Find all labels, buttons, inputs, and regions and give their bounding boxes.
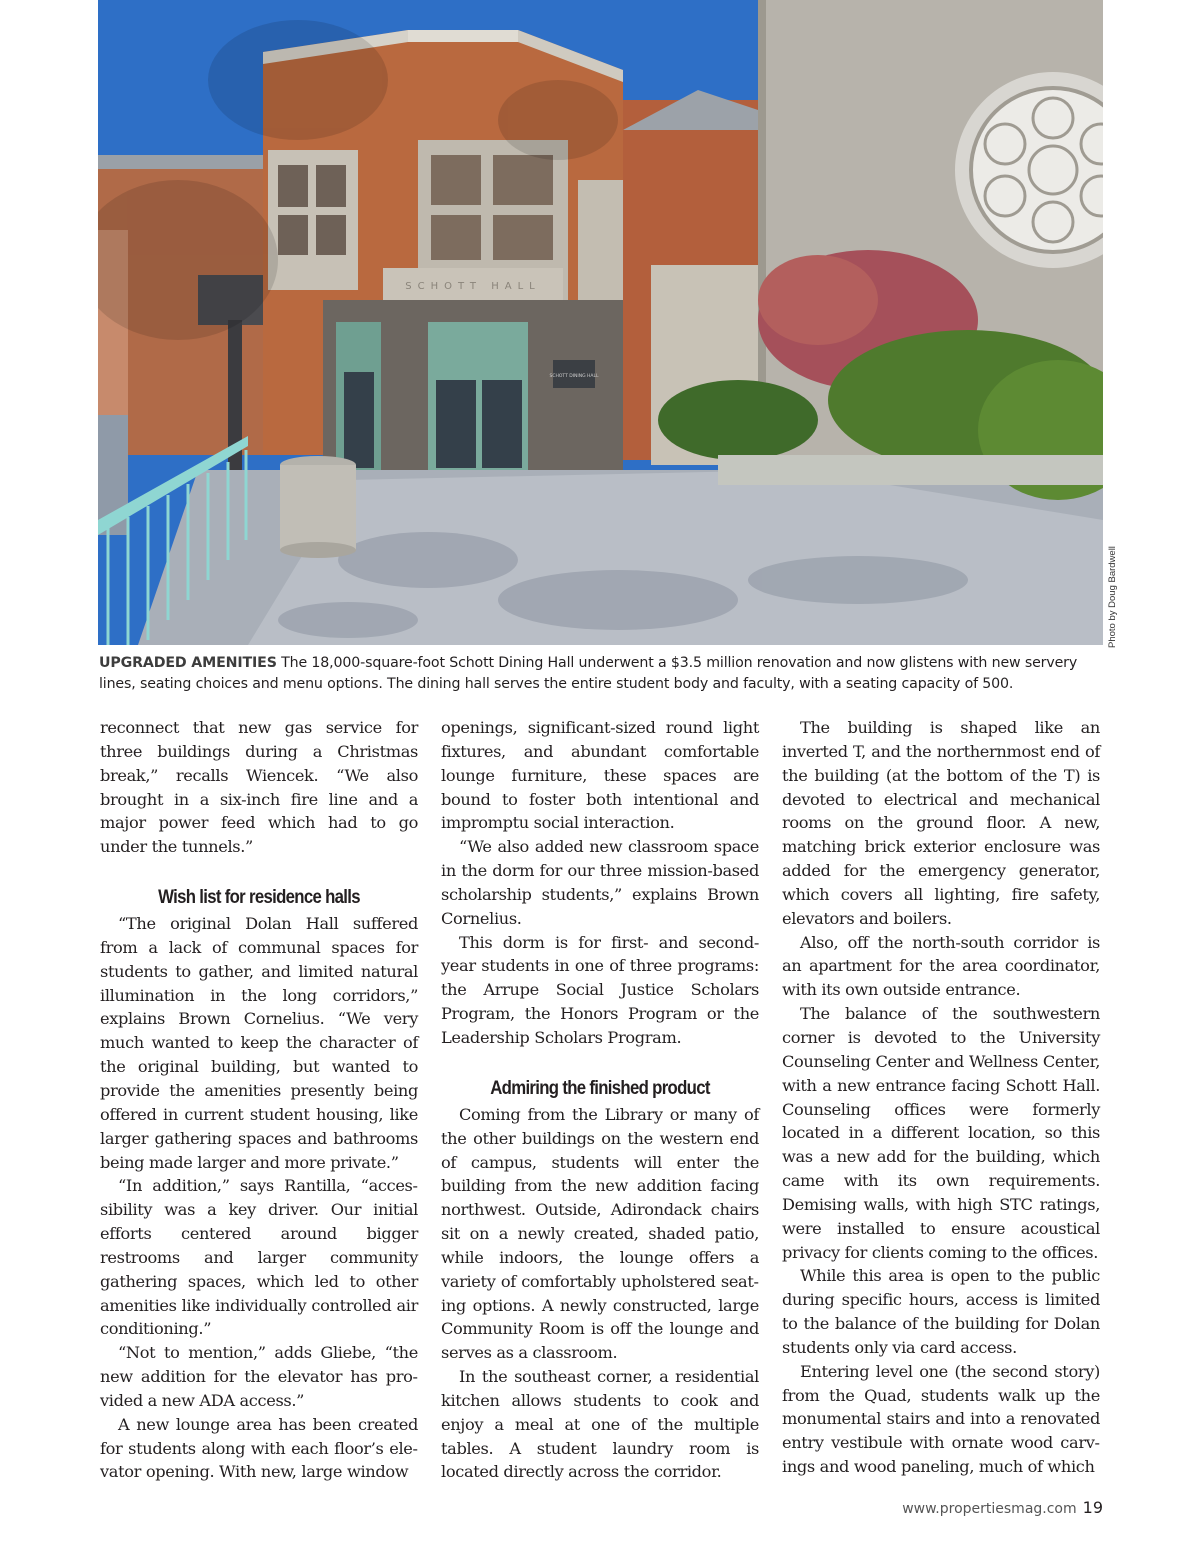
section-heading: Admiring the finished product [490,1076,710,1099]
photo-credit: Photo by Doug Bardwell [1107,546,1118,648]
paragraph: Coming from the Library or many of the other buildings on the western end of campus, students will enter the building from the new addition facing northwest. Outside, Adirondack chairs sit on a newly created, shaded patio, while indoors, the lounge offers a variety of comfortably upholstered seating options. A newly constructed, large Community Room is off the lounge and serves as a classroom. [441,1104,759,1363]
article-column-2 [441,716,759,1484]
paragraph: “In addition,” says Rantilla, “accessibility was a key driver. Our initial efforts centered around bigger restrooms and larger community gathering spaces, which led to other amenities like individually controlled air conditioning.” [100,1176,418,1339]
paragraph: “Not to mention,” adds Gliebe, “the new addition for the elevator has provided a new ADA access.” [100,1343,418,1410]
caption-text: The 18,000-square-foot Schott Dining Hall underwent a $3.5 million renovation and now glistens with new servery lines, seating choices and menu options. The dining hall serves the entire student body and faculty, with a seating capacity of 500. [99,655,1078,692]
footer-url[interactable]: www.propertiesmag.com [902,1501,1077,1517]
paragraph: The building is shaped like an inverted T, and the northernmost end of the building (at the bottom of the T) is devoted to electrical and mechanical rooms on the ground floor. A new, matching brick exterior enclosure was added for the emergency generator, which covers all lighting, fire safety, elevators and boilers. [782,718,1100,928]
page-number: 19 [1082,1498,1103,1517]
article-column-3 [782,716,1100,1479]
paragraph: “We also added new classroom space in the dorm for our three mission-based scholarship students,” explains Brown Cornelius. [441,837,759,928]
building-sign: SCHOTT HALL [405,281,541,292]
paragraph: Entering level one (the second story) from the Quad, students walk up the monumental stairs and into a renovated entry vestibule with ornate wood carvings and wood paneling, much of which [782,1361,1100,1477]
paragraph: “The original Dolan Hall suffered from a lack of communal spaces for students to gather, and limited natural illumination in the long corridors,” explains Brown Cornelius. “We very much wanted to keep the character of the original building, but wanted to provide the amenities presently being offered in current student housing, like larger gathering spaces and bathrooms being made larger and more private.” [100,914,418,1172]
paragraph: reconnect that new gas service for three buildings during a Christmas break,” recalls Wiencek. “We also brought in a six-inch fire line and a major power feed which had to go under the tunnels.” [100,718,418,857]
paragraph: While this area is open to the public during specific hours, access is limited to the balance of the building for Dolan students only via card access. [782,1266,1100,1357]
paragraph: Also, off the north-south corridor is an apartment for the area coordinator, with its own outside entrance. [782,932,1100,1000]
paragraph: This dorm is for first- and second-year students in one of three programs: the Arrupe Social Justice Scholars Program, the Honors Program or the Leadership Scholars Program. [441,932,759,1047]
paragraph: In the southeast corner, a residential kitchen allows students to cook and enjoy a meal at one of the multiple tables. A student laundry room is located directly across the corridor. [441,1367,759,1482]
hero-photo [98,0,1103,645]
section-heading: Wish list for residence halls [158,886,360,909]
article-column-1 [100,716,418,1484]
paragraph: The balance of the southwestern corner is devoted to the University Counseling Center and Wellness Center, with a new entrance facing Schott Hall. Counseling offices were formerly located in a different location, so this was a new add for the building, which came with its own requirements. Demising walls, with high STC ratings, were installed to ensure acoustical privacy for clients coming to the offices. [782,1004,1100,1262]
paragraph: openings, significant-sized round light fixtures, and abundant comfortable lounge furniture, these spaces are bound to foster both intentional and impromptu social interaction. [441,718,759,833]
page-footer [902,1498,1103,1517]
paragraph: A new lounge area has been created for students along with each floor’s elevator opening. With new, large window [100,1414,418,1482]
dining-plaque: SCHOTT DINING HALL [549,374,599,379]
photo-caption [99,653,1104,695]
caption-heading: UPGRADED AMENITIES [99,655,277,671]
